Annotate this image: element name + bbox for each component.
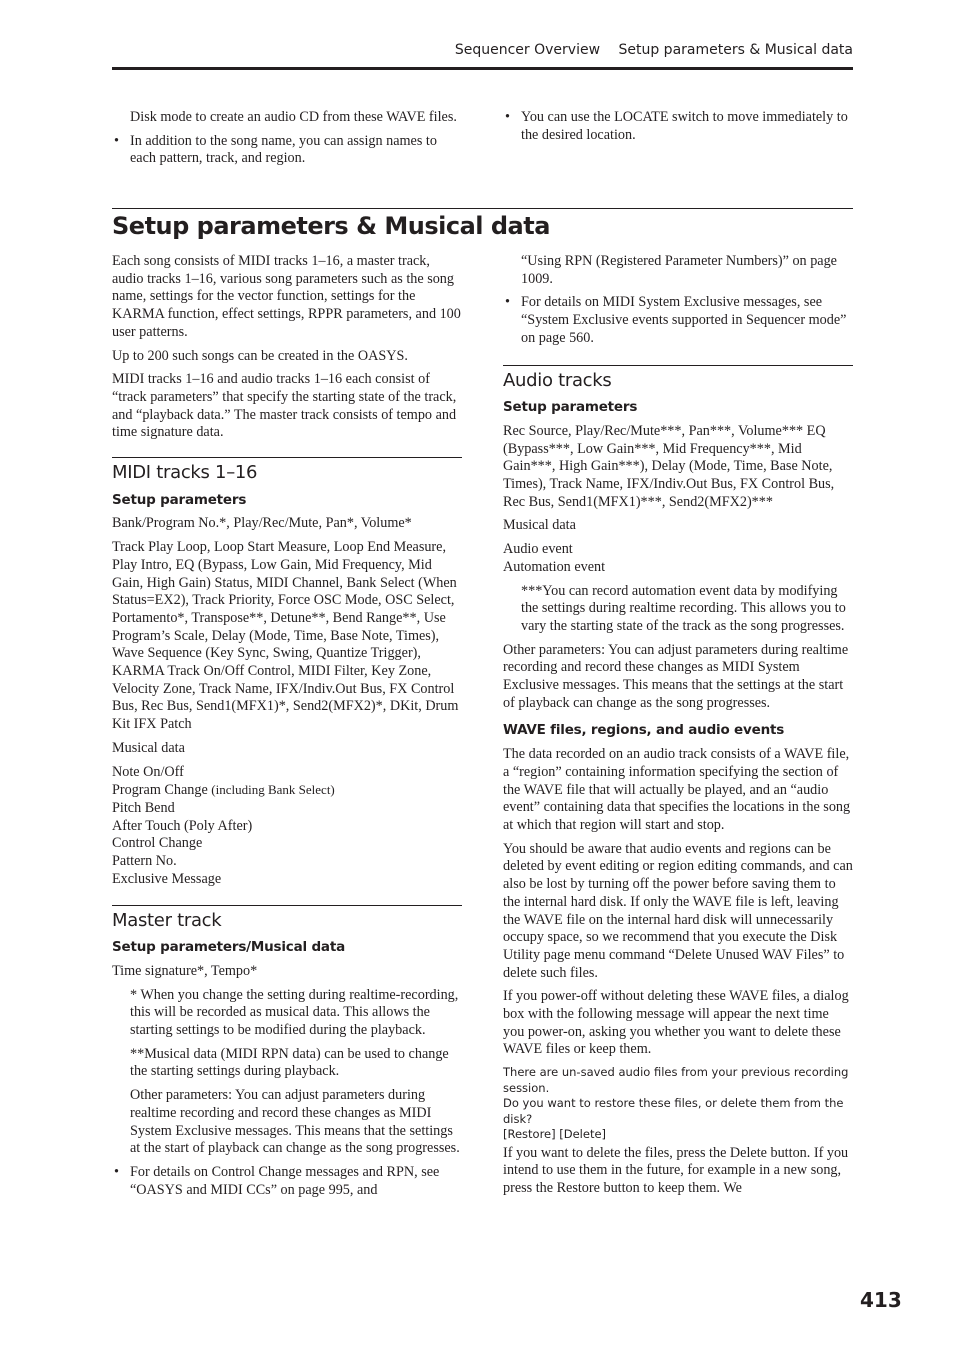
master-bullet-1: • For details on Control Change messages and RPN, see “OASYS and MIDI CCs” on page 995, and bbox=[112, 1164, 462, 1199]
wave-paragraph-2: You should be aware that audio events and regions can be deleted by event editing or region editing commands, and can also be lost by turning off the power before saving them to the internal hard disk. If only the WAVE file is left, leaving the WAVE file on the internal hard disk will unnecessarily occupy space, so we recommend that you execute the Disk Utility page menu command “Delete Unused WAV Files” to delete such files. bbox=[503, 840, 853, 981]
program-change-note: (including Bank Select) bbox=[211, 782, 335, 798]
header-subsection: Setup parameters & Musical data bbox=[618, 42, 853, 58]
intro-paragraph-1: Each song consists of MIDI tracks 1–16, a master track, audio tracks 1–16, various song parameters such as the song name, settings for the vector function, settings for the KARMA function, effect settings, RPPR parameters, and 100 user patterns. bbox=[112, 253, 461, 340]
midi-musical-list bbox=[112, 764, 462, 889]
page-number: 413 bbox=[860, 1288, 902, 1312]
audio-setup-p1: Rec Source, Play/Rec/Mute***, Pan***, Volume*** EQ (Bypass***, Low Gain***, Mid Frequency***, Mid Gain***, High Gain***), Delay (Mode, Time, Base Note, Times), Track Name, IFX/Indiv.Out Bus, FX Control Bus, Rec Bus, Send1(MFX1)***, Send2(MFX2)*** bbox=[503, 422, 835, 510]
audio-note: ***You can record automation event data by modifying the settings during realtime recording. This allows you to vary the starting state of the track as the song progresses. bbox=[521, 582, 846, 634]
master-heading: Master track bbox=[112, 909, 222, 931]
list-item: Automation event bbox=[503, 558, 606, 575]
master-setup-heading: Setup parameters/Musical data bbox=[112, 939, 345, 956]
top-right-bullet: • You can use the LOCATE switch to move immediately to the desired location. bbox=[503, 109, 853, 144]
list-item: Note On/Off bbox=[112, 763, 184, 780]
audio-setup-heading: Setup parameters bbox=[503, 399, 638, 416]
wave-paragraph-3: If you power-off without deleting these WAVE files, a dialog box with the following message will appear the next time you power-on, asking you whether you want to delete these WAVE files or keep them. bbox=[503, 988, 849, 1058]
midi-setup-heading: Setup parameters bbox=[112, 491, 247, 508]
top-left-continuation: Disk mode to create an audio CD from these WAVE files. bbox=[130, 109, 457, 125]
audio-section bbox=[503, 365, 853, 1198]
dialog-line: There are un-saved audio files from your previous recording session. bbox=[503, 1065, 849, 1095]
section-rule bbox=[112, 208, 853, 209]
right-column bbox=[503, 253, 853, 1204]
audio-musical-label: Musical data bbox=[503, 517, 576, 534]
dialog-line: [Restore] [Delete] bbox=[503, 1127, 607, 1142]
wave-paragraph-4: If you want to delete the files, press the Delete button. If you intend to use them in the future, for example in a new song, press the Restore button to keep them. We bbox=[503, 1144, 849, 1197]
midi-setup-p2: Track Play Loop, Loop Start Measure, Loop End Measure, Play Intro, EQ (Bypass, Low Gain, Mid Frequency, Mid Gain, High Gain) Status, MIDI Channel, Bank Select (When Status=EX2), Track Priority, Force OSC Mode, OSC Select, Portamento*, Transpose**, Detune**, Bend Range**, Use Program’s Scale, Delay (Mode, Time, Base Note, Times), Wave Sequence (Key Sync, Swing, Quantize Trigger), KARMA Track On/Off Control, MIDI Filter, Key Zone, Velocity Zone, Track Name, IFX/Indiv.Out Bus, FX Control Bus, Rec Bus, Send1(MFX1)*, Send2(MFX2)*, DKit, Drum Kit IFX Patch bbox=[112, 539, 459, 733]
dialog-line: Do you want to restore these files, or delete them from the disk? bbox=[503, 1096, 844, 1126]
wave-paragraph-1: The data recorded on an audio track consists of a WAVE file, a “region” containing information specifying the section of the WAVE file that will actually be played, and an “audio event” containing data that specifies the locations in the song at which that region will start and stop. bbox=[503, 746, 851, 833]
top-left-bullet: • In addition to the song name, you can assign names to each pattern, track, and region. bbox=[112, 133, 462, 168]
master-p1: Time signature*, Tempo* bbox=[112, 962, 258, 979]
page-title: Setup parameters & Musical data bbox=[112, 212, 550, 240]
midi-musical-label: Musical data bbox=[112, 739, 185, 756]
master-note-3: Other parameters: You can adjust parameters during realtime recording and record these changes as MIDI System Exclusive messages. This means that the settings at the start of playback can change as the song progresses. bbox=[130, 1087, 460, 1157]
audio-musical-list bbox=[503, 541, 853, 576]
wave-heading: WAVE files, regions, and audio events bbox=[503, 722, 785, 739]
list-item: Program Change (including Bank Select) bbox=[112, 782, 335, 799]
list-item: After Touch (Poly After) bbox=[112, 817, 253, 834]
dialog-message bbox=[503, 1065, 853, 1143]
list-item: Audio event bbox=[503, 541, 573, 558]
intro-paragraph-2: Up to 200 such songs can be created in the OASYS. bbox=[112, 347, 408, 364]
top-left-column bbox=[112, 109, 462, 174]
top-right-column bbox=[503, 109, 853, 150]
rpn-continuation: “Using RPN (Registered Parameter Numbers)” on page 1009. bbox=[521, 253, 837, 287]
audio-heading: Audio tracks bbox=[503, 369, 612, 391]
list-item: Pitch Bend bbox=[112, 799, 175, 816]
master-note-1: * When you change the setting during realtime-recording, this will be recorded as musical data. This allows the starting settings to be modified during the playback. bbox=[130, 986, 459, 1039]
midi-section bbox=[112, 457, 462, 888]
left-column bbox=[112, 253, 462, 1205]
header-section: Sequencer Overview bbox=[454, 42, 601, 58]
header-rule bbox=[112, 67, 853, 70]
master-section bbox=[112, 905, 462, 1200]
list-item: Control Change bbox=[112, 835, 203, 852]
intro-paragraph-3: MIDI tracks 1–16 and audio tracks 1–16 each consist of “track parameters” that specify the starting state of the track, and “playback data.” The master track consists of tempo and time signature data. bbox=[112, 371, 457, 441]
sysex-bullet: • For details on MIDI System Exclusive messages, see “System Exclusive events supported in Sequencer mode” on page 560. bbox=[503, 294, 853, 347]
running-header bbox=[112, 42, 853, 58]
midi-heading: MIDI tracks 1–16 bbox=[112, 462, 258, 484]
audio-other: Other parameters: You can adjust parameters during realtime recording and record these changes as MIDI System Exclusive messages. This means that the settings at the start of playback can change as the song progresses. bbox=[503, 641, 849, 711]
midi-setup-p1: Bank/Program No.*, Play/Rec/Mute, Pan*, Volume* bbox=[112, 515, 412, 532]
master-note-2: **Musical data (MIDI RPN data) can be used to change the starting settings during playback. bbox=[130, 1045, 449, 1080]
list-item: Exclusive Message bbox=[112, 870, 222, 887]
list-item: Pattern No. bbox=[112, 853, 177, 870]
